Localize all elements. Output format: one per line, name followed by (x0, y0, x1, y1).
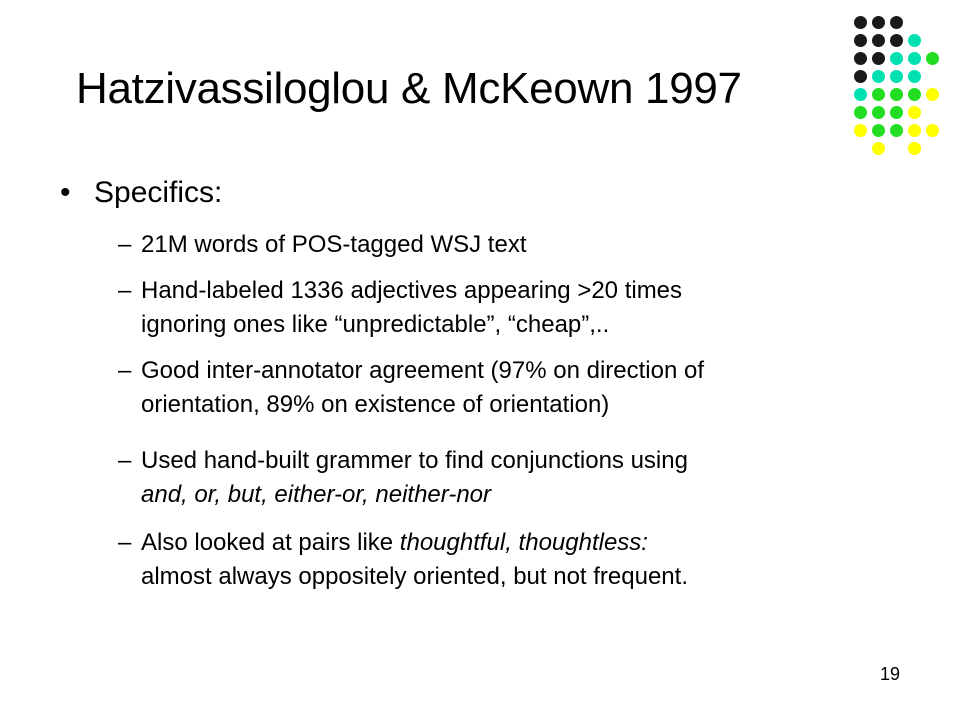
decorative-dot (908, 52, 921, 65)
sub-item-text-line-1: Good inter-annotator agreement (97% on direction of (141, 357, 705, 384)
decorative-dot (890, 70, 903, 83)
decorative-dot (890, 52, 903, 65)
decorative-dot (890, 106, 903, 119)
decorative-dot (908, 106, 921, 119)
sub-item-text-line-2: orientation, 89% on existence of orientation) (141, 391, 610, 418)
decorative-dot (926, 88, 939, 101)
sub-item-text-line-1: Hand-labeled 1336 adjectives appearing >20 times (141, 277, 683, 304)
sub-item-pairs (118, 526, 688, 594)
decorative-dot (890, 124, 903, 137)
decorative-dot (872, 142, 885, 155)
decorative-dot (926, 52, 939, 65)
bullet-icon: • (60, 176, 71, 209)
main-bullet-text: Specifics: (94, 176, 223, 209)
decorative-dot (890, 88, 903, 101)
sub-item-agreement (118, 354, 704, 422)
sub-item-text-line-2: ignoring ones like “unpredictable”, “cheap”,.. (141, 311, 610, 338)
decorative-dot (854, 106, 867, 119)
decorative-dot (854, 52, 867, 65)
decorative-dot (908, 88, 921, 101)
sub-item-text-line-2: and, or, but, either-or, neither-nor (141, 481, 492, 508)
decorative-dot (854, 34, 867, 47)
dash-icon: – (118, 357, 132, 384)
sub-item-text-italic: thoughtful, thoughtless: (399, 529, 648, 556)
decorative-dot (908, 70, 921, 83)
dash-icon: – (118, 231, 132, 258)
decorative-dot (854, 124, 867, 137)
decorative-dot (872, 52, 885, 65)
decorative-dot (926, 124, 939, 137)
decorative-dot (872, 124, 885, 137)
slide-title: Hatzivassiloglou & McKeown 1997 (76, 64, 742, 113)
decorative-dot (890, 34, 903, 47)
decorative-dot (854, 88, 867, 101)
decorative-dot (908, 34, 921, 47)
decorative-dot (872, 106, 885, 119)
sub-item-text-line-2: almost always oppositely oriented, but not frequent. (141, 563, 688, 590)
decorative-dot (872, 34, 885, 47)
sub-item-text-line-1: Used hand-built grammer to find conjunctions using (141, 447, 688, 474)
decorative-dot-grid (848, 10, 952, 158)
decorative-dot (872, 16, 885, 29)
dash-icon: – (118, 277, 132, 304)
sub-item-grammar (118, 444, 688, 512)
decorative-dot (908, 124, 921, 137)
decorative-dot (854, 16, 867, 29)
decorative-dot (872, 70, 885, 83)
page-number: 19 (880, 664, 901, 684)
decorative-dot (908, 142, 921, 155)
sub-item-text-line-1 (141, 526, 688, 560)
decorative-dot (872, 88, 885, 101)
dash-icon: – (118, 529, 132, 556)
dash-icon: – (118, 447, 132, 474)
sub-item-hand-labeled (118, 274, 682, 342)
sub-item-text-plain: Also looked at pairs like (141, 529, 400, 556)
decorative-dot (854, 70, 867, 83)
sub-item-corpus (118, 228, 527, 262)
sub-item-text: 21M words of POS-tagged WSJ text (141, 231, 527, 258)
decorative-dot (890, 16, 903, 29)
